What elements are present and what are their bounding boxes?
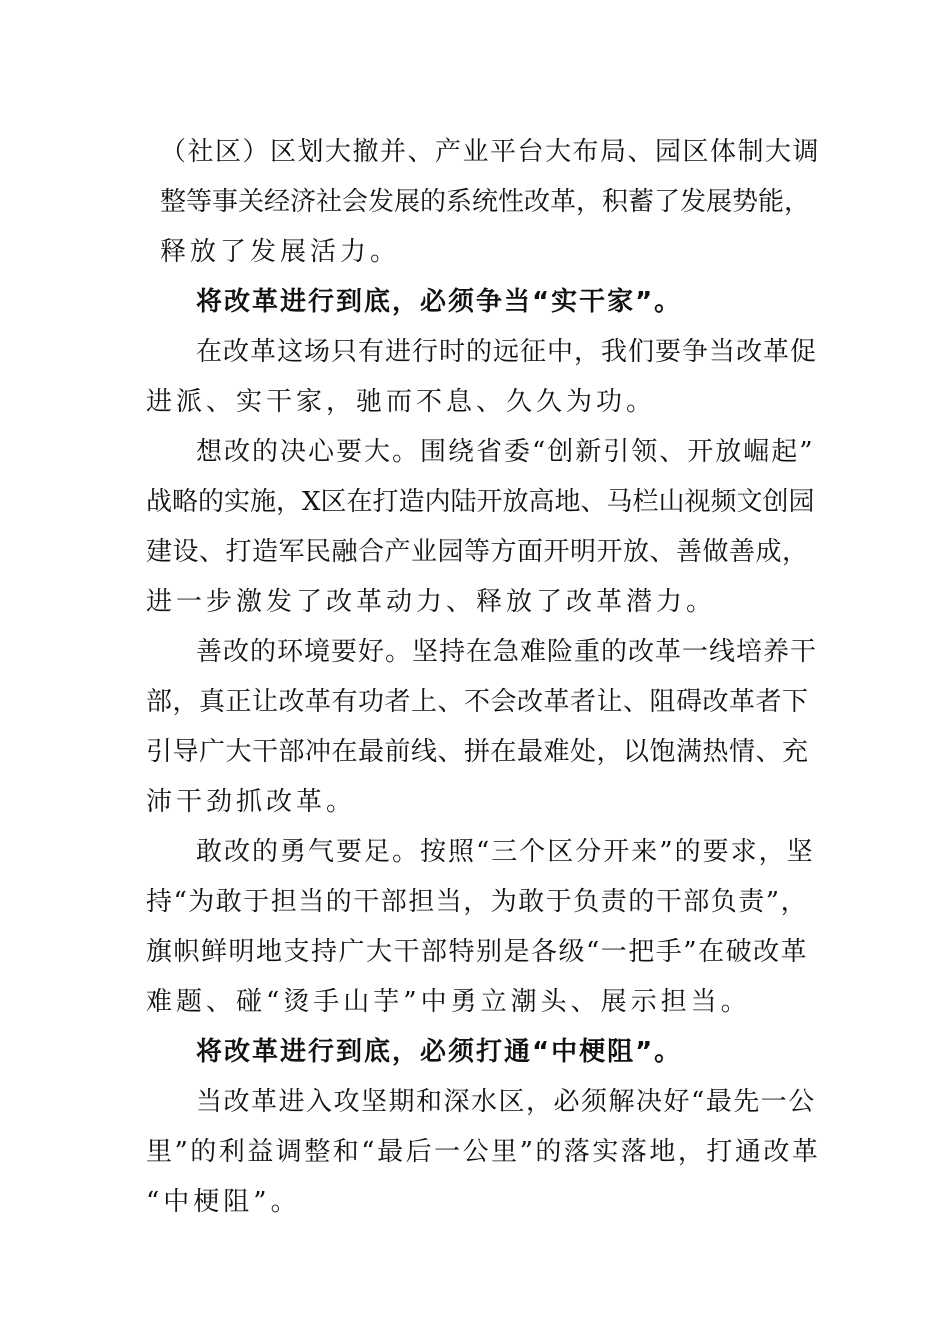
text-line: “中梗阻”。 — [146, 1187, 301, 1217]
section-heading: 将改革进行到底，必须争当“实干家”。 — [196, 287, 683, 317]
text-line: 难题、碰“烫手山芋”中勇立潮头、展示担当。 — [146, 987, 751, 1017]
text-line: 引导广大干部冲在最前线、拼在最难处，以饱满热情、充 — [146, 737, 809, 767]
text-line: 进派、实干家，驰而不息、久久为功。 — [146, 387, 657, 417]
text-line: 整等事关经济社会发展的系统性改革，积蓄了发展势能， — [160, 187, 811, 217]
text-line: 释放了发展活力。 — [160, 237, 401, 267]
text-line: 沛干劲抓改革。 — [146, 787, 357, 817]
text-line: 进一步激发了改革动力、释放了改革潜力。 — [146, 587, 717, 617]
section-heading: 将改革进行到底，必须打通“中梗阻”。 — [196, 1037, 683, 1067]
paragraph-first-line: 想改的决心要大。围绕省委“创新引领、开放崛起” — [196, 437, 815, 467]
paragraph-first-line: 敢改的勇气要足。按照“三个区分开来”的要求，坚 — [196, 837, 815, 867]
text-line: 里”的利益调整和“最后一公里”的落实落地，打通改革 — [146, 1137, 821, 1167]
paragraph-first-line: 在改革这场只有进行时的远征中，我们要争当改革促 — [196, 337, 818, 367]
text-line: 部，真正让改革有功者上、不会改革者让、阻碍改革者下 — [146, 687, 809, 717]
text-line: 持“为敢于担当的干部担当，为敢于负责的干部负责”， — [146, 887, 809, 917]
text-line: 旗帜鲜明地支持广大干部特别是各级“一把手”在破改革 — [146, 937, 809, 967]
paragraph-first-line: 善改的环境要好。坚持在急难险重的改革一线培养干 — [196, 637, 818, 667]
text-line: 建设、打造军民融合产业园等方面开明开放、善做善成， — [146, 537, 809, 567]
paragraph-first-line: 当改革进入攻坚期和深水区，必须解决好“最先一公 — [196, 1087, 816, 1117]
text-line: （社区）区划大撤并、产业平台大布局、园区体制大调 — [160, 137, 821, 167]
text-line: 战略的实施，X区在打造内陆开放高地、马栏山视频文创园 — [146, 487, 815, 517]
